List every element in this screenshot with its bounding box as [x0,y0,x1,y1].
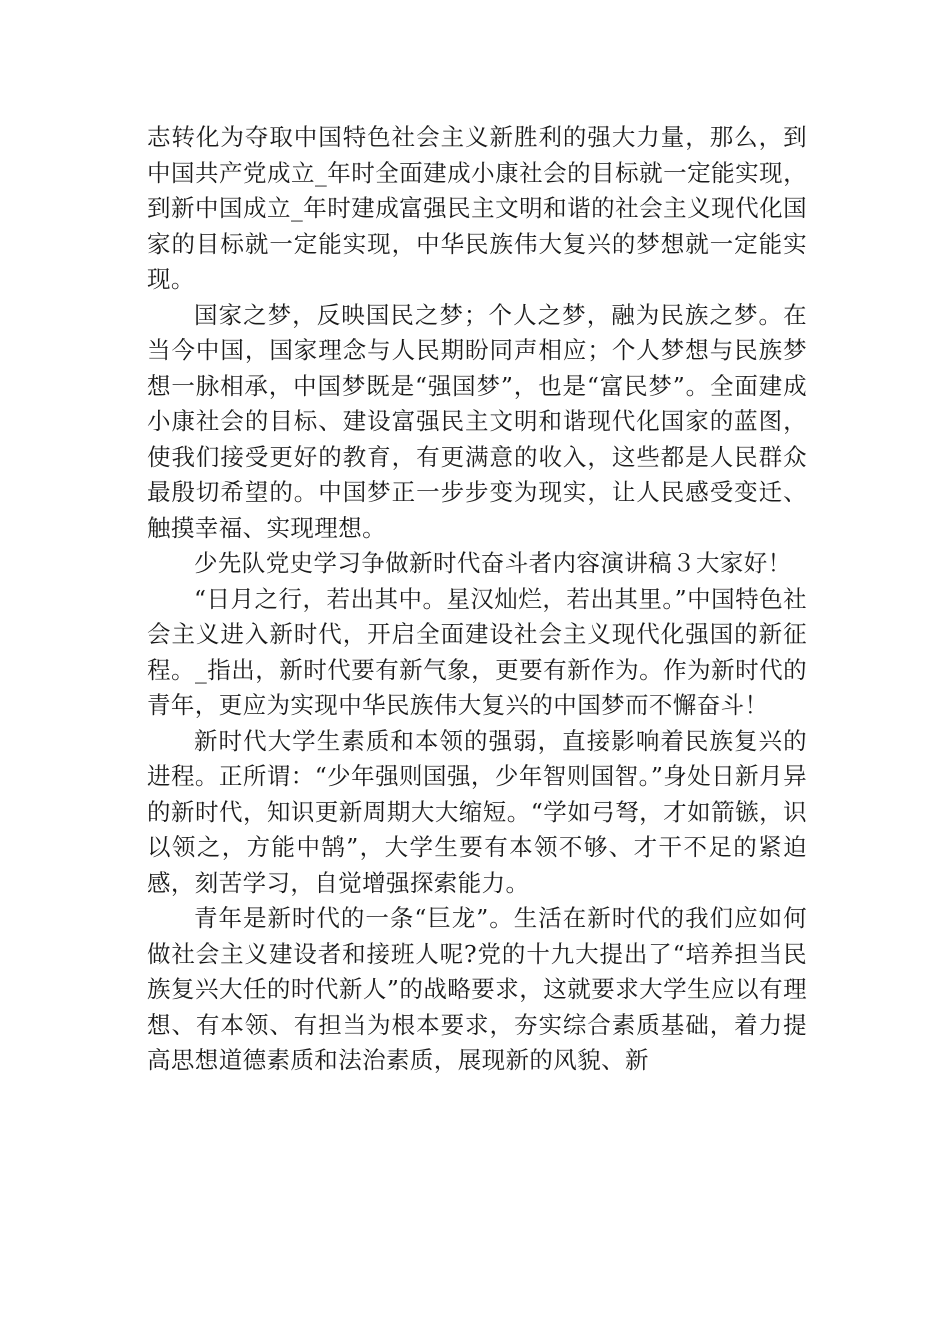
document-body [147,120,807,1079]
paragraph-4: “日月之行，若出其中。星汉灿烂，若出其里。”中国特色社会主义进入新时代，开启全面建设社会主义现代化强国的新征程。_指出，新时代要有新气象，更要有新作为。作为新时代的青年，更应为实现中华民族伟大复兴的中国梦而不懈奋斗！ [147,584,807,719]
paragraph-2: 国家之梦，反映国民之梦；个人之梦，融为民族之梦。在当今中国，国家理念与人民期盼同声相应；个人梦想与民族梦想一脉相承，中国梦既是“强国梦”，也是“富民梦”。全面建成小康社会的目标、建设富强民主文明和谐现代化国家的蓝图，使我们接受更好的教育，有更满意的收入，这些都是人民群众最殷切希望的。中国梦正一步步变为现实，让人民感受变迁、触摸幸福、实现理想。 [147,300,807,542]
paragraph-6: 青年是新时代的一条“巨龙”。生活在新时代的我们应如何做社会主义建设者和接班人呢?党的十九大提出了“培养担当民族复兴大任的时代新人”的战略要求，这就要求大学生应以有理想、有本领、有担当为根本要求，夯实综合素质基础，着力提高思想道德素质和法治素质，展现新的风貌、新 [147,904,807,1074]
paragraph-3: 少先队党史学习争做新时代奋斗者内容演讲稿３大家好！ [194,549,792,577]
paragraph-1: 志转化为夺取中国特色社会主义新胜利的强大力量，那么，到中国共产党成立_年时全面建成小康社会的目标就一定能实现，到新中国成立_年时建成富强民主文明和谐的社会主义现代化国家的目标就一定能实现，中华民族伟大复兴的梦想就一定能实现。 [147,123,807,293]
paragraph-5: 新时代大学生素质和本领的强弱，直接影响着民族复兴的进程。正所谓：“少年强则国强，少年智则国智。”身处日新月异的新时代，知识更新周期大大缩短。“学如弓弩，才如箭镞，识以领之，方能中鹄”，大学生要有本领不够、才干不足的紧迫感，刻苦学习，自觉增强探索能力。 [147,726,807,897]
